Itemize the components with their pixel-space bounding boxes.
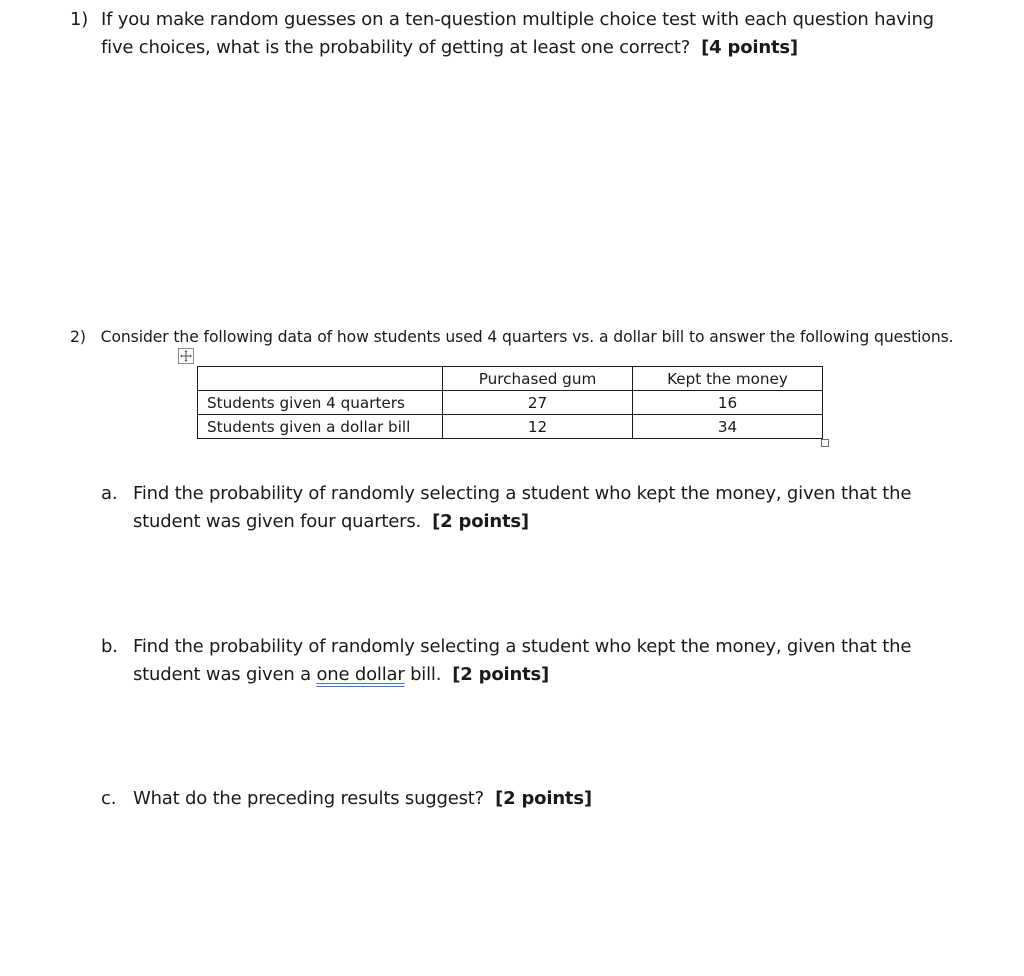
table-cell-kept: 16 <box>633 391 823 415</box>
part-c-text-block <box>133 785 981 813</box>
part-c-text: What do the preceding results suggest? <box>133 788 485 809</box>
part-b-text-before: Find the probability of randomly selecting a student who kept the money, given that the student was given a <box>133 636 912 685</box>
part-b-points: [2 points] <box>452 664 550 685</box>
part-c-letter: c. <box>101 788 117 809</box>
table-row-label: Students given 4 quarters <box>198 391 443 415</box>
part-b-letter: b. <box>101 636 118 657</box>
table-resize-handle-icon[interactable] <box>821 439 829 447</box>
question-2-part-a <box>101 480 981 536</box>
table-cell-purchased: 27 <box>443 391 633 415</box>
question-2 <box>70 325 1010 349</box>
part-c-points: [2 points] <box>495 788 592 809</box>
data-table <box>197 366 823 439</box>
question-1-number: 1) <box>70 9 89 30</box>
question-1-text-block <box>101 6 970 62</box>
part-b-underlined-text[interactable]: one dollar <box>316 664 405 685</box>
table-cell-purchased: 12 <box>443 415 633 439</box>
question-2-part-c <box>101 785 981 813</box>
table-row-label: Students given a dollar bill <box>198 415 443 439</box>
table-move-handle-icon[interactable] <box>178 348 194 364</box>
table-header-corner <box>198 367 443 391</box>
table-header-purchased-gum: Purchased gum <box>443 367 633 391</box>
table-header-kept-money: Kept the money <box>633 367 823 391</box>
part-a-letter: a. <box>101 483 118 504</box>
question-2-number: 2) <box>70 328 86 346</box>
question-2-part-b <box>101 633 981 689</box>
part-b-text-block <box>133 633 981 689</box>
question-1-points: [4 points] <box>701 37 798 58</box>
question-1 <box>70 6 970 62</box>
part-a-text-block <box>133 480 981 536</box>
question-2-text: Consider the following data of how students used 4 quarters vs. a dollar bill to answer the following questions. <box>100 328 954 346</box>
question-1-text: If you make random guesses on a ten-question multiple choice test with each question having five choices, what is the probability of getting at least one correct? <box>101 9 934 58</box>
part-b-text-after: bill. <box>410 664 442 685</box>
table-header-row <box>198 367 823 391</box>
table-row <box>198 415 823 439</box>
part-a-text: Find the probability of randomly selecting a student who kept the money, given that the student was given four quarters. <box>133 483 912 532</box>
part-a-points: [2 points] <box>432 511 529 532</box>
table-cell-kept: 34 <box>633 415 823 439</box>
table-row <box>198 391 823 415</box>
